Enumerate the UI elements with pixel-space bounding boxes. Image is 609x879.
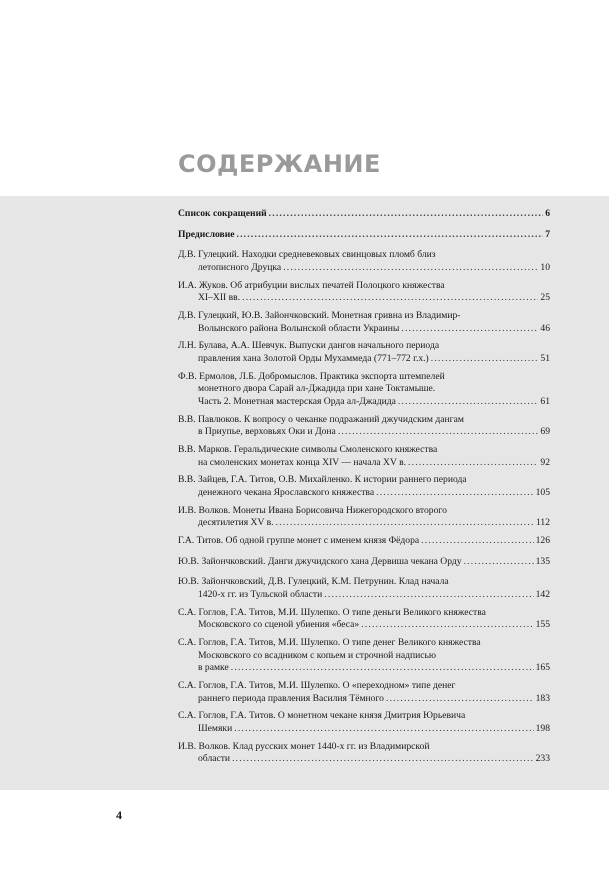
dot-leader <box>236 229 543 242</box>
toc-entry <box>178 229 550 242</box>
toc-entry <box>178 371 550 409</box>
toc-entry-text: правления хана Золотой Орды Мухаммеда (771–772 г.х.) <box>198 352 429 364</box>
toc-entry-text: Московского со сценой убиения «беса» <box>198 619 360 631</box>
dot-leader <box>234 723 533 736</box>
toc-entry-line <box>178 619 550 632</box>
toc-entry-text: Предисловие <box>178 228 235 240</box>
toc-entry <box>178 414 550 439</box>
toc-page-number: 51 <box>540 352 550 364</box>
table-of-contents <box>178 208 550 771</box>
dot-leader <box>386 693 534 706</box>
toc-entry-line <box>178 662 550 675</box>
toc-entry-text: С.А. Гоглов, Г.А. Титов, М.И. Шулепко. О типе деньги Великого княжества <box>178 606 486 618</box>
toc-entry-line <box>178 444 550 457</box>
toc-entry-line <box>178 457 550 470</box>
dot-leader <box>401 323 538 336</box>
toc-entry-line <box>178 650 550 663</box>
toc-entry-line <box>178 693 550 706</box>
toc-entry-text: Шемяки <box>198 723 233 735</box>
toc-entry-text: И.А. Жуков. Об атрибуции вислых печатей Полоцкого княжества <box>178 279 445 291</box>
dot-leader <box>431 353 539 366</box>
dot-leader <box>376 487 534 500</box>
toc-page-number: 105 <box>535 487 550 498</box>
toc-entry-text: в Приупье, верховьях Оки и Дона <box>198 426 336 438</box>
toc-entry-text: С.А. Гоглов, Г.А. Титов. О монетном чекане князя Дмитрия Юрьевича <box>178 710 466 722</box>
toc-entry-line <box>178 426 550 439</box>
toc-entry-text: в рамке <box>198 662 229 674</box>
toc-entry <box>178 607 550 632</box>
toc-entry <box>178 280 550 305</box>
toc-entry-line <box>178 589 550 602</box>
toc-page-number: 10 <box>540 261 550 273</box>
toc-entry-line <box>178 741 550 754</box>
dot-leader <box>283 262 538 275</box>
toc-page-number: 165 <box>535 662 550 674</box>
dot-leader <box>242 292 538 305</box>
page-title: СОДЕРЖАНИЕ <box>178 150 381 178</box>
toc-entry-line <box>178 292 550 305</box>
toc-entry <box>178 444 550 469</box>
toc-entry-text: области <box>198 753 231 765</box>
toc-page-number: 135 <box>535 555 550 567</box>
toc-entry-line <box>178 680 550 693</box>
toc-entry-line <box>178 535 550 548</box>
toc-entry-text: летописного Друцка <box>198 261 282 273</box>
toc-entry-text: Д.В. Гулецкий, Ю.В. Зайончковский. Монетная гривна из Владимир- <box>178 309 461 321</box>
toc-page-number: 112 <box>535 517 550 529</box>
toc-entry <box>178 680 550 705</box>
dot-leader <box>276 517 534 530</box>
toc-page-number: 233 <box>535 753 550 765</box>
toc-entry-line <box>178 371 550 384</box>
toc-entry-text: Л.Н. Булава, А.А. Шевчук. Выпуски дангов начального периода <box>178 340 440 352</box>
toc-entry-line <box>178 340 550 353</box>
toc-page-number: 126 <box>535 535 550 547</box>
toc-entry-line <box>178 310 550 323</box>
toc-entry-text: на смоленских монетах конца XIV — начала XV в. <box>198 456 407 468</box>
dot-leader <box>231 662 534 675</box>
toc-entry-text: С.А. Гоглов, Г.А. Титов, М.И. Шулепко. О «переходном» типе денег <box>178 680 456 692</box>
toc-entry-line <box>178 208 550 221</box>
toc-entry-line <box>178 474 550 487</box>
toc-entry-text: Ф.В. Ермолов, Л.Б. Добромыслов. Практика экспорта штемпелей <box>178 370 445 382</box>
dot-leader <box>398 396 539 409</box>
toc-entry-line <box>178 753 550 766</box>
toc-entry-line <box>178 323 550 336</box>
toc-entry-text: С.А. Гоглов, Г.А. Титов, М.И. Шулепко. О типе денег Великого княжества <box>178 637 481 649</box>
toc-entry-line <box>178 280 550 293</box>
dot-leader <box>232 753 534 766</box>
dot-leader <box>338 426 539 439</box>
toc-entry-text: Московского со всадником с копьем и строчной надписью <box>198 649 437 661</box>
toc-entry-line <box>178 353 550 366</box>
toc-entry-text: Ю.В. Зайончковский, Д.В. Гулецкий, К.М. Петрунин. Клад начала <box>178 576 449 588</box>
toc-entry-line <box>178 262 550 275</box>
toc-entry-text: В.В. Павлюков. К вопросу о чеканке подражаний джучидским дангам <box>178 413 464 425</box>
toc-entry-text: денежного чекана Ярославского княжества <box>198 487 375 498</box>
toc-entry-line <box>178 249 550 262</box>
toc-entry-line <box>178 710 550 723</box>
toc-entry-line <box>178 414 550 427</box>
toc-entry-line <box>178 576 550 589</box>
dot-leader <box>324 589 533 602</box>
toc-entry <box>178 637 550 675</box>
toc-entry-line <box>178 607 550 620</box>
toc-page-number: 92 <box>540 456 550 468</box>
toc-entry-text: В.В. Марков. Геральдические символы Смоленского княжества <box>178 444 438 456</box>
toc-page-number: 183 <box>535 692 550 704</box>
toc-entry-text: раннего периода правления Василия Тёмного <box>198 692 384 704</box>
toc-entry-line <box>178 723 550 736</box>
toc-entry-line <box>178 229 550 242</box>
toc-page-number: 25 <box>540 292 550 304</box>
toc-entry <box>178 249 550 274</box>
toc-entry-line <box>178 487 550 500</box>
toc-entry-text: десятилетия XV в. <box>198 517 274 529</box>
toc-entry <box>178 576 550 601</box>
toc-entry-text: И.В. Волков. Монеты Ивана Борисовича Нижегородского второго <box>178 504 447 516</box>
toc-entry-text: XI–XII вв. <box>198 292 241 304</box>
toc-entry-text: В.В. Зайцев, Г.А. Титов, О.В. Михайленко. К истории раннего периода <box>178 474 467 486</box>
dot-leader <box>464 556 534 569</box>
dot-leader <box>421 535 533 548</box>
toc-entry-text: Г.А. Титов. Об одной группе монет с именем князя Фёдора <box>178 535 420 547</box>
toc-entry-line <box>178 505 550 518</box>
toc-entry-text: 1420-х гг. из Тульской области <box>198 588 323 600</box>
dot-leader <box>361 619 533 632</box>
toc-entry <box>178 340 550 365</box>
toc-entry-line <box>178 396 550 409</box>
toc-entry <box>178 535 550 548</box>
toc-entry <box>178 310 550 335</box>
toc-entry-text: монетного двора Сарай ал-Джадида при хане Токтамыше. <box>198 383 436 395</box>
toc-page-number: 198 <box>535 723 550 735</box>
toc-entry <box>178 208 550 221</box>
toc-entry <box>178 474 550 499</box>
toc-entry <box>178 741 550 766</box>
toc-page-number: 155 <box>535 619 550 631</box>
toc-entry-text: Волынского района Волынской области Украины <box>198 322 400 334</box>
toc-entry <box>178 556 550 569</box>
dot-leader <box>408 457 538 470</box>
toc-entry <box>178 505 550 530</box>
toc-entry-line <box>178 517 550 530</box>
toc-page-number: 142 <box>535 588 550 600</box>
toc-entry-text: И.В. Волков. Клад русских монет 1440-х гг. из Владимирской <box>178 740 430 752</box>
toc-entry-text: Ю.В. Зайончковский. Данги джучидского хана Дервиша чекана Орду <box>178 555 462 567</box>
toc-page-number: 6 <box>545 208 550 219</box>
page-number: 4 <box>116 808 122 822</box>
toc-page-number: 7 <box>545 228 550 240</box>
toc-entry-text: Д.В. Гулецкий. Находки средневековых свинцовых пломб близ <box>178 249 436 261</box>
toc-entry <box>178 710 550 735</box>
toc-entry-line <box>178 637 550 650</box>
toc-page-number: 46 <box>540 322 550 334</box>
toc-page-number: 69 <box>540 426 550 438</box>
toc-entry-text: Список сокращений <box>178 208 267 219</box>
dot-leader <box>269 208 544 221</box>
toc-page-number: 61 <box>540 395 550 407</box>
toc-entry-line <box>178 383 550 396</box>
toc-entry-line <box>178 556 550 569</box>
toc-entry-text: Часть 2. Монетная мастерская Орда ал-Джадида <box>198 395 396 407</box>
